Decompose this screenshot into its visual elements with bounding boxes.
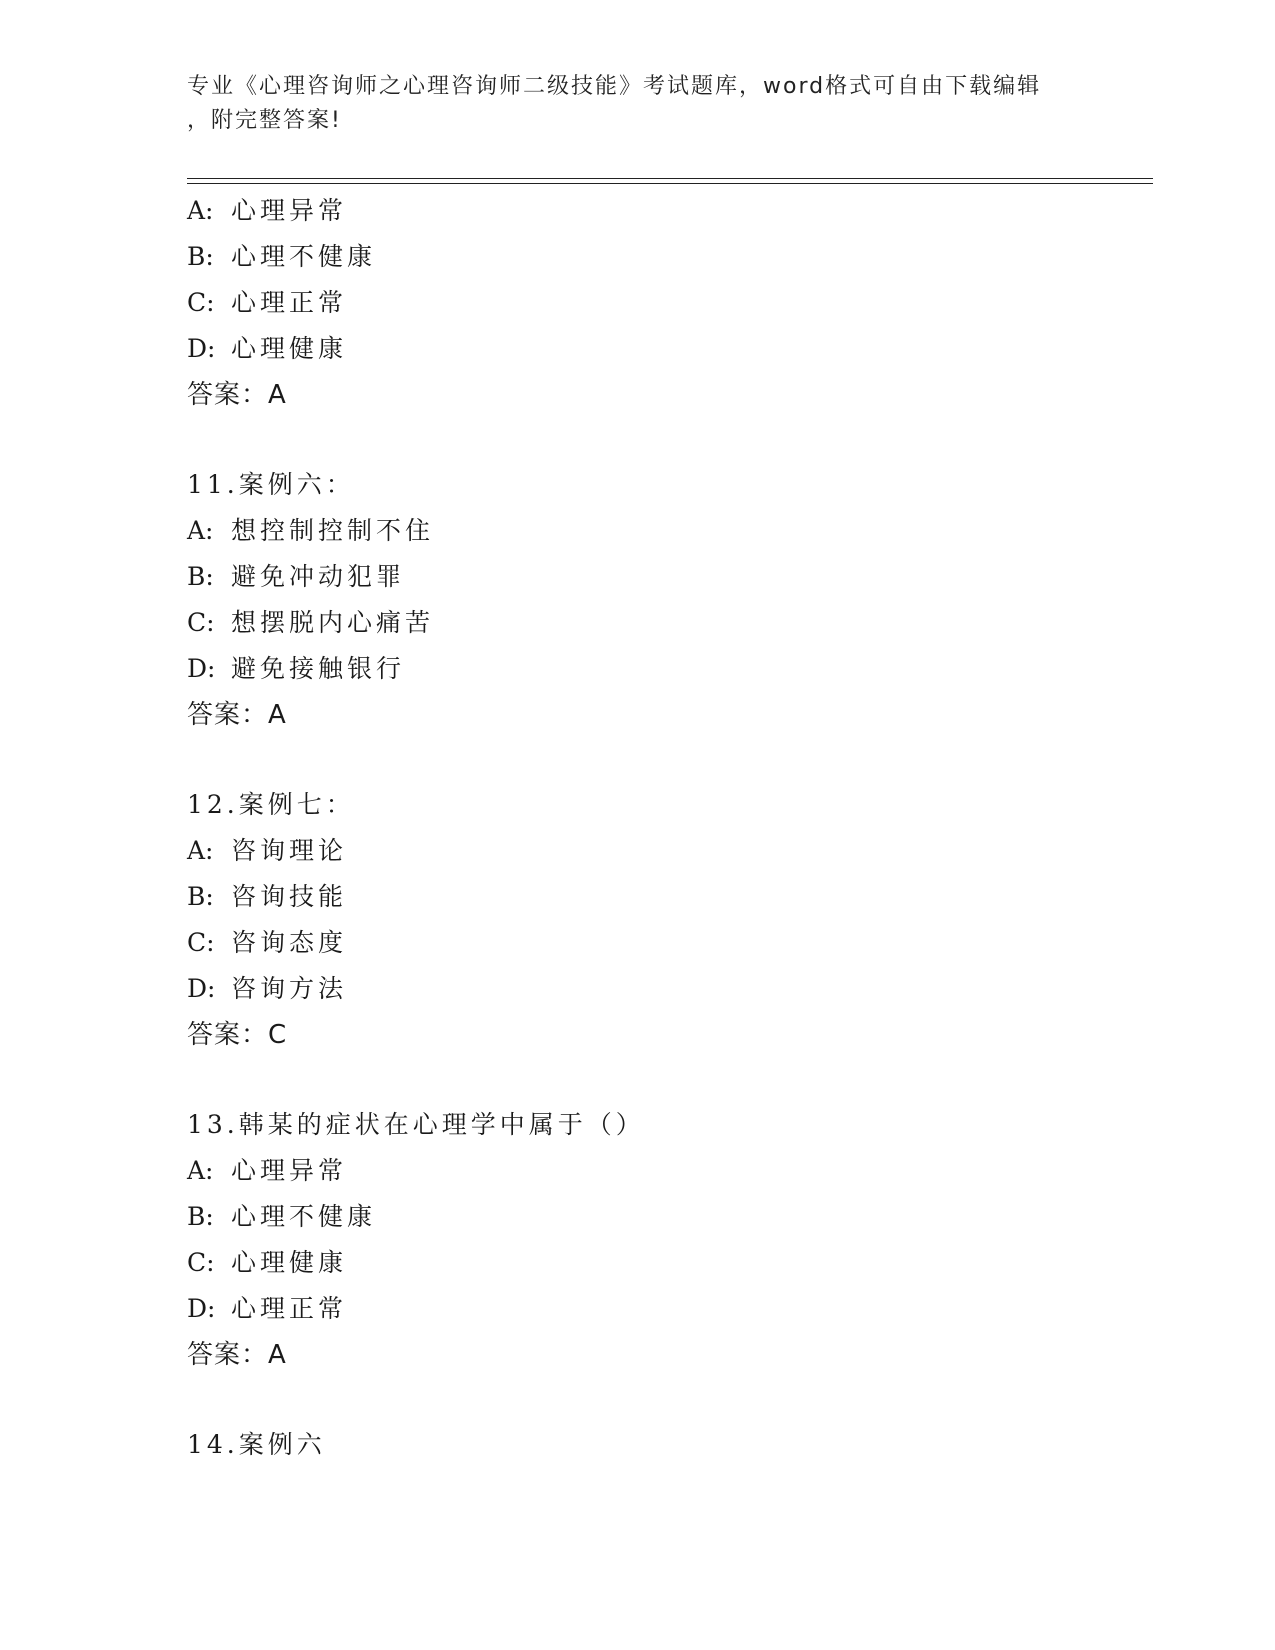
question-list <box>187 188 1147 1468</box>
option-b: B: 咨询技能 <box>187 882 348 911</box>
answer-line: 答案：A <box>187 700 287 730</box>
option-a: A: 心理异常 <box>187 1156 348 1185</box>
question-title: 13.韩某的症状在心理学中属于（） <box>187 1110 645 1139</box>
option-d: D: 心理正常 <box>187 1294 348 1323</box>
answer-line: 答案：A <box>187 1340 287 1370</box>
question-title: 11.案例六： <box>187 470 355 499</box>
option-d: D: 心理健康 <box>187 334 348 363</box>
question-block-14 <box>187 1422 1147 1468</box>
header-divider-bottom <box>187 183 1153 184</box>
question-block-13 <box>187 1102 1147 1378</box>
option-a: A: 咨询理论 <box>187 836 348 865</box>
question-title: 14.案例六 <box>187 1430 326 1459</box>
option-b: B: 避免冲动犯罪 <box>187 562 406 591</box>
option-c: C: 心理正常 <box>187 288 348 317</box>
option-c: C: 心理健康 <box>187 1248 348 1277</box>
question-block-10 <box>187 188 1147 418</box>
question-block-12 <box>187 782 1147 1058</box>
option-d: D: 咨询方法 <box>187 974 348 1003</box>
option-a: A: 心理异常 <box>187 196 348 225</box>
option-d: D: 避免接触银行 <box>187 654 406 683</box>
header-divider-top <box>187 178 1153 179</box>
header-line-2: ，附完整答案! <box>187 108 342 133</box>
document-header <box>187 70 1067 138</box>
option-b: B: 心理不健康 <box>187 242 377 271</box>
option-c: C: 咨询态度 <box>187 928 348 957</box>
answer-line: 答案：C <box>187 1020 288 1050</box>
question-block-11 <box>187 462 1147 738</box>
option-b: B: 心理不健康 <box>187 1202 377 1231</box>
option-c: C: 想摆脱内心痛苦 <box>187 608 435 637</box>
option-a: A: 想控制控制不住 <box>187 516 435 545</box>
header-line-1: 专业《心理咨询师之心理咨询师二级技能》考试题库，word格式可自由下载编辑 <box>187 74 1042 99</box>
question-title: 12.案例七： <box>187 790 355 819</box>
answer-line: 答案：A <box>187 380 287 410</box>
